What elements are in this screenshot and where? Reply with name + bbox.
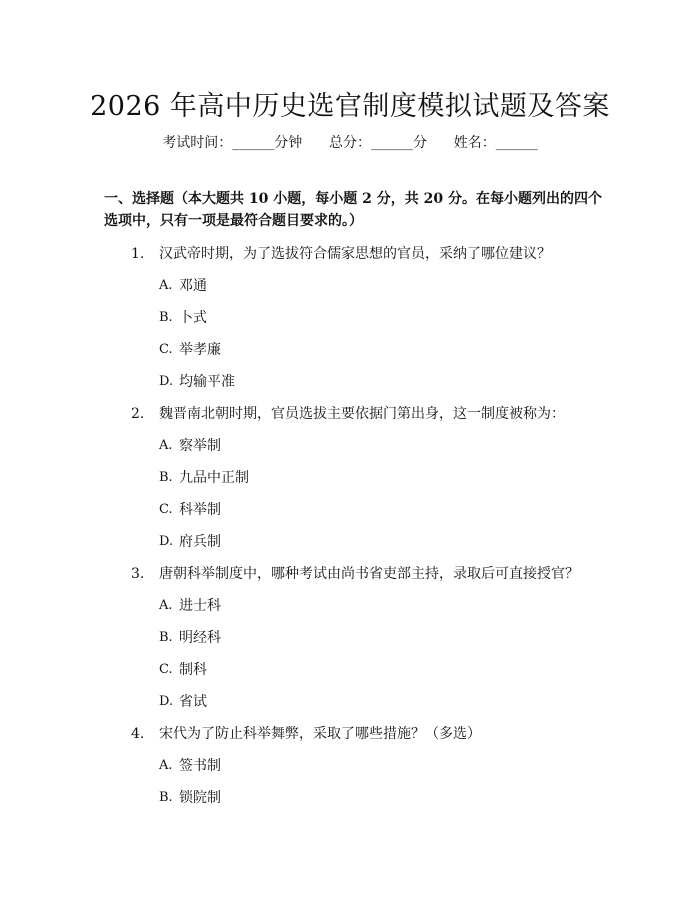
option-letter: B. [159,630,173,645]
option-text: 签书制 [179,758,221,774]
question-stem [0,404,700,436]
option-text: 府兵制 [179,534,221,550]
question-list [0,244,700,820]
option-text: 均输平准 [179,374,235,390]
option-text: 科举制 [179,502,221,518]
option-letter: B. [159,470,173,485]
question-stem [0,244,700,276]
option-letter: A. [159,598,173,613]
option-text: 邓通 [179,278,207,294]
section-header: 一、选择题（本大题共 10 小题，每小题 2 分，共 20 分。在每小题列出的四个选项中，只有一项是最符合题目要求的。） [104,191,602,229]
question-text: 汉武帝时期，为了选拔符合儒家思想的官员，采纳了哪位建议？ [159,246,551,262]
question-stem [0,724,700,756]
question-text: 魏晋南北朝时期，官员选拔主要依据门第出身，这一制度被称为： [159,406,565,422]
option-text: 九品中正制 [179,470,249,486]
option-letter: D. [159,694,174,709]
option-text: 明经科 [179,630,221,646]
question-number: 4. [131,726,145,742]
question-number: 1. [131,246,145,262]
answer-option [0,596,700,628]
answer-option [0,436,700,468]
exam-info-line: 考试时间：______分钟 总分：______分 姓名：______ [162,135,538,151]
answer-option [0,340,700,372]
option-letter: B. [159,310,173,325]
question-text: 唐朝科举制度中，哪种考试由尚书省吏部主持，录取后可直接授官？ [159,566,579,582]
option-text: 察举制 [179,438,221,454]
option-letter: A. [159,758,173,773]
answer-option [0,756,700,788]
option-text: 举孝廉 [179,342,221,358]
option-letter: D. [159,374,174,389]
option-letter: C. [159,662,173,677]
answer-option [0,500,700,532]
option-letter: A. [159,438,173,453]
answer-option [0,308,700,340]
option-letter: D. [159,534,174,549]
answer-option [0,532,700,564]
answer-option [0,468,700,500]
answer-option [0,628,700,660]
option-letter: A. [159,278,173,293]
option-text: 卜式 [179,310,207,326]
question-number: 3. [131,566,145,582]
answer-option [0,372,700,404]
question-stem [0,564,700,596]
option-text: 制科 [179,662,207,678]
answer-option [0,660,700,692]
option-letter: C. [159,342,173,357]
option-text: 进士科 [179,598,221,614]
question-number: 2. [131,406,145,422]
option-letter: C. [159,502,173,517]
document-title: 2026 年高中历史选官制度模拟试题及答案 [90,91,610,122]
answer-option [0,692,700,724]
answer-option [0,276,700,308]
option-text: 省试 [179,694,207,710]
option-text: 锁院制 [179,790,221,806]
option-letter: B. [159,790,173,805]
question-text: 宋代为了防止科举舞弊，采取了哪些措施？（多选） [159,726,481,742]
answer-option [0,788,700,820]
